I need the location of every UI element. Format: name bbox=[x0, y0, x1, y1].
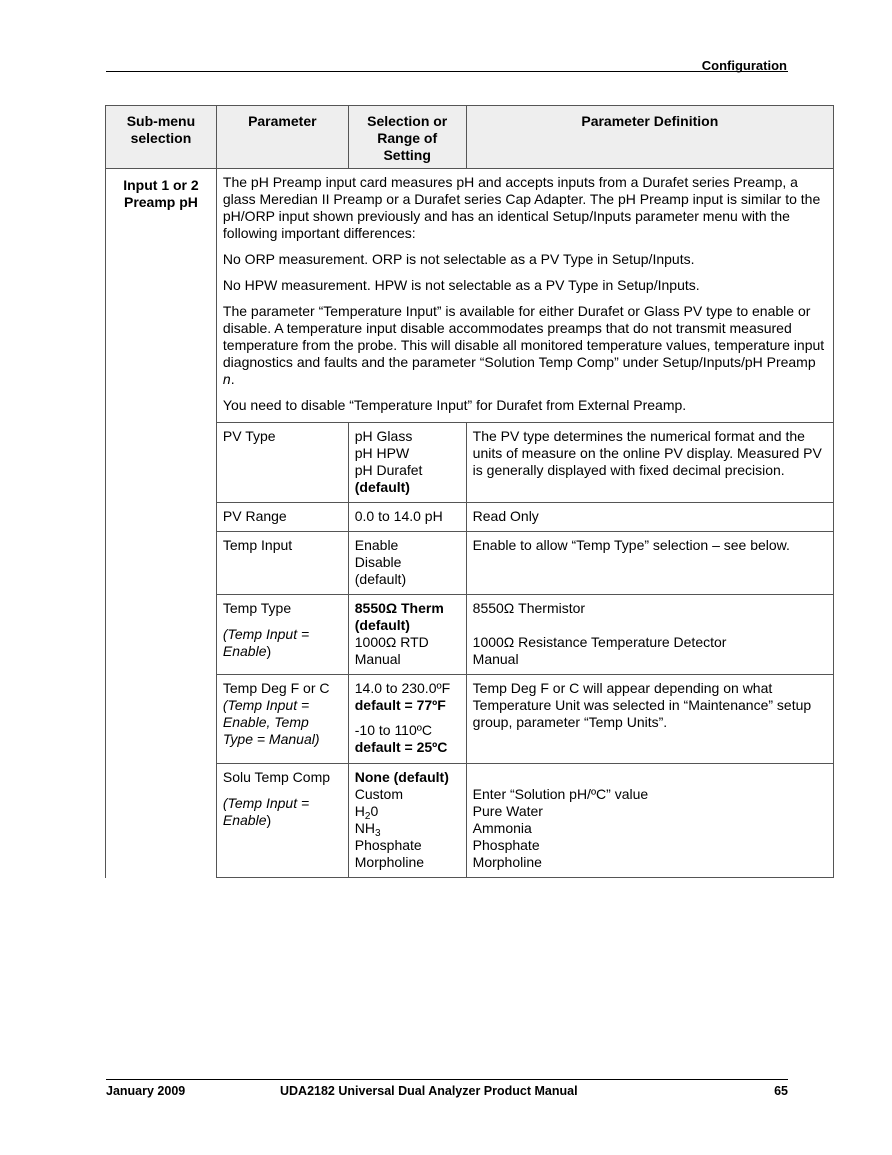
selection-option: None (default) bbox=[354, 769, 449, 785]
parameter-condition: (Temp Input = Enable, Temp Type = Manual) bbox=[222, 697, 320, 747]
selection-cell bbox=[348, 532, 466, 595]
selection-option: (default) bbox=[354, 617, 410, 633]
intro-text: . bbox=[230, 371, 235, 387]
selection-option: Morpholine bbox=[354, 854, 425, 870]
intro-text-italic: n bbox=[222, 371, 231, 387]
intro-text: The parameter “Temperature Input” is available for either Durafet or Glass PV type to enable or disable. A temperature input disable accommodates preamps that do not transmit measured temperature from the probe. This will disable all monitored temperature values, temperature input diagnostics and faults and the parameter “Solution Temp Comp” under Setup/Inputs/pH Preamp bbox=[222, 303, 825, 370]
definition-line: Morpholine bbox=[472, 854, 542, 870]
selection-option: 14.0 to 230.0ºF bbox=[354, 680, 451, 696]
footer-rule bbox=[106, 1079, 788, 1080]
parameter-cell: Temp Input bbox=[216, 532, 348, 595]
selection-option-h2o bbox=[355, 803, 460, 820]
parameter-name: Temp Type bbox=[222, 600, 292, 616]
definition-line: 1000Ω Resistance Temperature Detector bbox=[472, 634, 727, 650]
formula-subscript: 3 bbox=[374, 828, 381, 839]
selection-cell bbox=[348, 595, 466, 675]
formula-base: NH bbox=[354, 820, 375, 836]
selection-option: 8550Ω Therm bbox=[354, 600, 444, 616]
table-header-row bbox=[106, 106, 834, 169]
definition-cell: Temp Deg F or C will appear depending on what Temperature Unit was selected in “Maintenance” setup group, parameter “Temp Units”. bbox=[466, 675, 833, 764]
parameter-condition bbox=[223, 795, 342, 829]
definition-cell: Enable to allow “Temp Type” selection – see below. bbox=[466, 532, 833, 595]
intro-paragraph: No ORP measurement. ORP is not selectable as a PV Type in Setup/Inputs. bbox=[222, 251, 695, 267]
intro-cell bbox=[216, 169, 833, 423]
intro-paragraph: You need to disable “Temperature Input” for Durafet from External Preamp. bbox=[222, 397, 687, 413]
definition-line: Ammonia bbox=[472, 820, 532, 836]
header-rule bbox=[106, 71, 788, 72]
selection-option: Enable bbox=[354, 537, 399, 553]
condition-close: ) bbox=[266, 643, 272, 659]
header-parameter-definition: Parameter Definition bbox=[466, 106, 833, 169]
definition-line: Phosphate bbox=[472, 837, 540, 853]
selection-option: pH Glass bbox=[354, 428, 413, 444]
definition-line: Manual bbox=[472, 651, 519, 667]
parameter-name: Temp Deg F or C bbox=[222, 680, 330, 696]
intro-paragraph: No HPW measurement. HPW is not selectable as a PV Type in Setup/Inputs. bbox=[222, 277, 700, 293]
definition-cell: Read Only bbox=[466, 503, 833, 532]
header-submenu-selection: Sub-menu selection bbox=[106, 106, 217, 169]
submenu-line-1: Input 1 or 2 bbox=[123, 177, 199, 193]
condition-text: (Temp Input = Enable bbox=[222, 795, 310, 828]
formula-base: H bbox=[354, 803, 365, 819]
table-row bbox=[106, 169, 834, 423]
selection-cell: 0.0 to 14.0 pH bbox=[348, 503, 466, 532]
condition-close: ) bbox=[266, 812, 272, 828]
parameter-cell bbox=[216, 764, 348, 878]
selection-option: -10 to 110ºC bbox=[354, 722, 432, 738]
selection-option: pH HPW bbox=[354, 445, 410, 461]
definition-line: 8550Ω Thermistor bbox=[472, 600, 586, 616]
header-selection-range: Selection or Range of Setting bbox=[348, 106, 466, 169]
formula-subscript: 2 bbox=[364, 811, 371, 822]
selection-option-nh3 bbox=[355, 820, 460, 837]
intro-paragraph bbox=[223, 303, 827, 388]
parameter-cell: PV Type bbox=[216, 423, 348, 503]
selection-option: Custom bbox=[354, 786, 403, 802]
spacer bbox=[473, 617, 827, 634]
footer-manual-title: UDA2182 Universal Dual Analyzer Product Manual bbox=[280, 1084, 578, 1098]
footer-date: January 2009 bbox=[106, 1084, 186, 1098]
running-header: Configuration bbox=[701, 58, 787, 73]
header-parameter: Parameter bbox=[216, 106, 348, 169]
definition-cell bbox=[466, 764, 833, 878]
submenu-cell bbox=[106, 169, 217, 878]
formula-end: 0 bbox=[370, 803, 379, 819]
definition-cell bbox=[466, 595, 833, 675]
condition-text: (Temp Input = Enable bbox=[222, 626, 310, 659]
parameter-cell bbox=[216, 595, 348, 675]
selection-option: Phosphate bbox=[354, 837, 422, 853]
definition-line: Enter “Solution pH/ºC” value bbox=[472, 786, 649, 802]
selection-option: Disable bbox=[354, 554, 402, 570]
parameter-condition bbox=[223, 626, 342, 660]
definition-line: Pure Water bbox=[472, 803, 543, 819]
selection-cell bbox=[348, 764, 466, 878]
selection-default: default = 77ºF bbox=[354, 697, 446, 713]
parameter-cell: PV Range bbox=[216, 503, 348, 532]
selection-option: (default) bbox=[354, 571, 407, 587]
selection-cell bbox=[348, 675, 466, 764]
selection-cell bbox=[348, 423, 466, 503]
page-number: 65 bbox=[774, 1084, 788, 1098]
parameter-table bbox=[105, 105, 834, 878]
intro-paragraph: The pH Preamp input card measures pH and accepts inputs from a Durafet series Preamp, a glass Meredian II Preamp or a Durafet series Cap Adapter. The pH Preamp input is similar to the pH/ORP input shown previously and has an identical Setup/Inputs parameter menu with the following important differences: bbox=[222, 174, 821, 241]
selection-default: default = 25ºC bbox=[354, 739, 448, 755]
submenu-line-2: Preamp pH bbox=[123, 194, 198, 210]
spacer bbox=[473, 769, 827, 786]
selection-option: Manual bbox=[354, 651, 401, 667]
definition-cell: The PV type determines the numerical format and the units of measure on the online PV display. Measured PV is generally displayed with fixed decimal precision. bbox=[466, 423, 833, 503]
selection-option: pH Durafet bbox=[354, 462, 423, 478]
selection-option: 1000Ω RTD bbox=[354, 634, 429, 650]
selection-option: (default) bbox=[354, 479, 410, 495]
parameter-cell bbox=[216, 675, 348, 764]
parameter-name: Solu Temp Comp bbox=[222, 769, 331, 785]
